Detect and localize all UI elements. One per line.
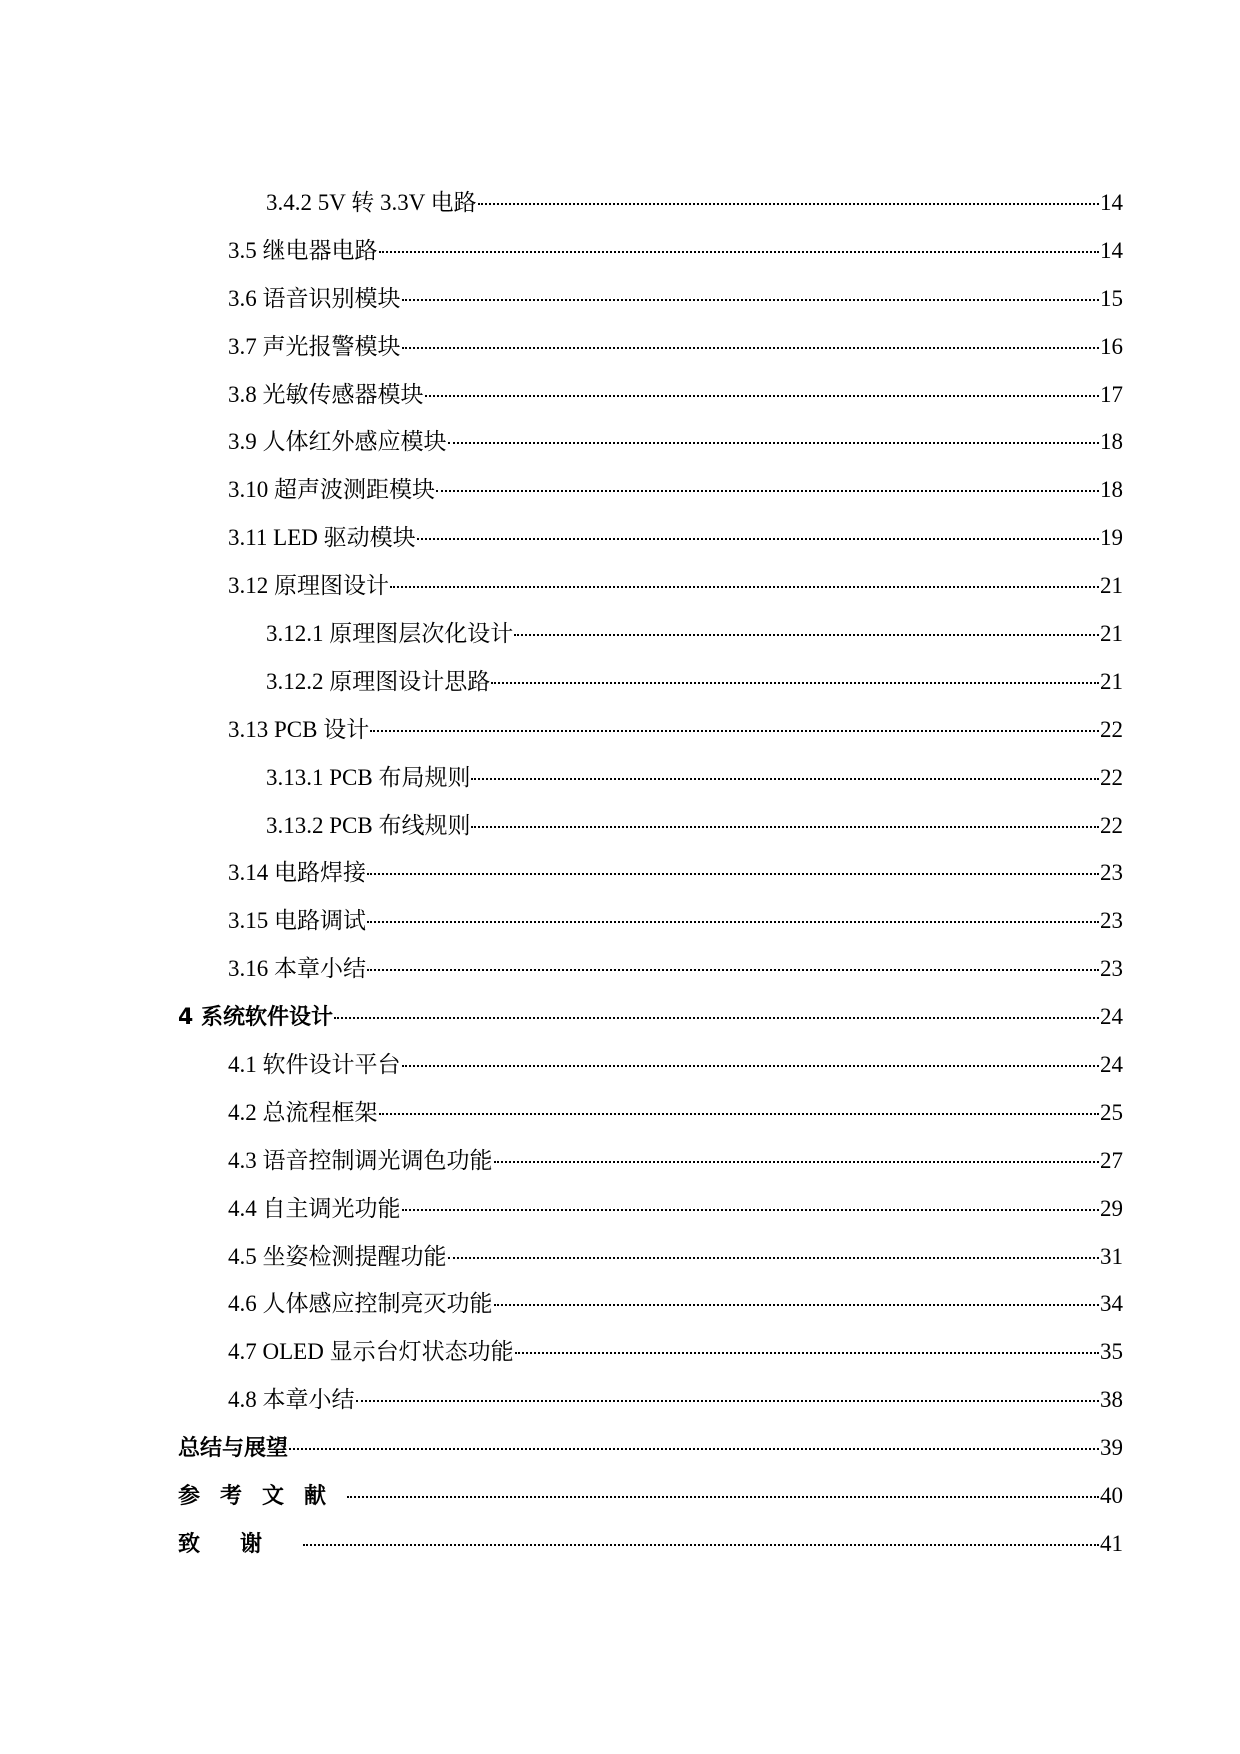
- toc-entry[interactable]: [0, 715, 1240, 763]
- toc-dot-leader: [471, 826, 1099, 828]
- toc-page-number: 16: [1100, 333, 1123, 359]
- toc-entry[interactable]: [0, 1098, 1240, 1146]
- toc-dot-leader: [356, 1400, 1100, 1402]
- toc-entry[interactable]: [0, 1146, 1240, 1194]
- toc-entry[interactable]: [0, 380, 1240, 428]
- toc-entry-title: 3.11 LED 驱动模块: [228, 525, 416, 551]
- toc-dot-leader: [367, 969, 1099, 971]
- toc-chapter-entry[interactable]: [0, 1481, 1240, 1529]
- toc-dot-leader: [289, 1448, 1099, 1450]
- toc-entry-title: 4 系统软件设计: [178, 1005, 333, 1031]
- toc-entry-title: 4.3 语音控制调光调色功能: [228, 1147, 493, 1173]
- toc-entry[interactable]: [0, 763, 1240, 811]
- toc-entry[interactable]: [0, 236, 1240, 284]
- toc-page-number: 27: [1100, 1147, 1123, 1173]
- toc-entry[interactable]: [0, 188, 1240, 236]
- toc-dot-leader: [402, 1209, 1100, 1211]
- toc-dot-leader: [370, 730, 1099, 732]
- toc-dot-leader: [367, 921, 1099, 923]
- toc-entry-title: 3.16 本章小结: [228, 956, 366, 982]
- toc-entry[interactable]: [0, 906, 1240, 954]
- toc-page-number: 18: [1100, 477, 1123, 503]
- toc-entry[interactable]: [0, 954, 1240, 1002]
- toc-page-number: 39: [1100, 1435, 1123, 1461]
- toc-dot-leader: [334, 1017, 1099, 1019]
- toc-page-number: 21: [1100, 573, 1123, 599]
- toc-page-number: 24: [1100, 1052, 1123, 1078]
- toc-entry-title: 4.5 坐姿检测提醒功能: [228, 1243, 447, 1269]
- toc-dot-leader: [402, 299, 1100, 301]
- toc-dot-leader: [425, 395, 1100, 397]
- toc-entry[interactable]: [0, 1242, 1240, 1290]
- toc-page-number: 21: [1100, 668, 1123, 694]
- toc-page-number: 15: [1100, 285, 1123, 311]
- toc-dot-leader: [494, 1161, 1100, 1163]
- toc-chapter-entry[interactable]: [0, 1002, 1240, 1050]
- toc-page-number: 23: [1100, 908, 1123, 934]
- toc-dot-leader: [402, 347, 1100, 349]
- toc-entry[interactable]: [0, 571, 1240, 619]
- toc-dot-leader: [448, 1257, 1100, 1259]
- toc-page-number: 17: [1100, 381, 1123, 407]
- toc-page-number: 14: [1100, 190, 1123, 215]
- toc-entry-title: 3.4.2 5V 转 3.3V 电路: [266, 190, 477, 215]
- toc-entry-title: 4.8 本章小结: [228, 1387, 355, 1413]
- toc-page-number: 14: [1100, 237, 1123, 263]
- toc-entry-title: 总结与展望: [178, 1436, 289, 1462]
- toc-entry-title: 3.8 光敏传感器模块: [228, 381, 424, 407]
- toc-entry-title: 3.7 声光报警模块: [228, 333, 401, 359]
- toc-dot-leader: [417, 538, 1099, 540]
- toc-page-number: 40: [1100, 1483, 1123, 1509]
- toc-entry-title: 3.15 电路调试: [228, 908, 366, 934]
- toc-page-number: 34: [1100, 1291, 1123, 1317]
- toc-entry-title: 3.13 PCB 设计: [228, 716, 370, 742]
- toc-entry-title: 3.6 语音识别模块: [228, 285, 401, 311]
- toc-entry[interactable]: [0, 811, 1240, 859]
- toc-dot-leader: [402, 1065, 1100, 1067]
- toc-entry-title: 3.14 电路焊接: [228, 860, 366, 886]
- toc-entry[interactable]: [0, 1289, 1240, 1337]
- toc-entry-title: 3.10 超声波测距模块: [228, 477, 435, 503]
- toc-entry-title: 4.2 总流程框架: [228, 1099, 378, 1125]
- toc-entry[interactable]: [0, 619, 1240, 667]
- toc-page-number: 38: [1100, 1387, 1123, 1413]
- toc-entry-title: 3.12.1 原理图层次化设计: [266, 621, 514, 647]
- toc-dot-leader: [491, 682, 1099, 684]
- toc-page-number: 22: [1100, 812, 1123, 838]
- toc-dot-leader: [471, 778, 1099, 780]
- toc-entry-title: 参考文献: [178, 1484, 347, 1510]
- toc-entry[interactable]: [0, 1050, 1240, 1098]
- toc-entry[interactable]: [0, 1385, 1240, 1433]
- toc-entry[interactable]: [0, 332, 1240, 380]
- toc-dot-leader: [436, 490, 1099, 492]
- toc-page-number: 29: [1100, 1195, 1123, 1221]
- table-of-contents: [0, 188, 1240, 1577]
- toc-page-number: 35: [1100, 1339, 1123, 1365]
- toc-entry-title: 3.5 继电器电路: [228, 237, 378, 263]
- toc-page-number: 18: [1100, 429, 1123, 455]
- toc-dot-leader: [390, 586, 1099, 588]
- toc-entry[interactable]: [0, 1337, 1240, 1385]
- toc-chapter-entry[interactable]: [0, 1433, 1240, 1481]
- toc-entry-title: 3.9 人体红外感应模块: [228, 429, 447, 455]
- toc-entry[interactable]: [0, 1194, 1240, 1242]
- toc-entry-title: 4.1 软件设计平台: [228, 1052, 401, 1078]
- toc-entry-title: 3.12.2 原理图设计思路: [266, 668, 491, 694]
- toc-dot-leader: [494, 1304, 1100, 1306]
- toc-dot-leader: [367, 873, 1099, 875]
- toc-entry-title: 4.4 自主调光功能: [228, 1195, 401, 1221]
- toc-entry[interactable]: [0, 284, 1240, 332]
- toc-entry-title: 3.13.2 PCB 布线规则: [266, 812, 471, 838]
- toc-page-number: 25: [1100, 1099, 1123, 1125]
- toc-page-number: 21: [1100, 621, 1123, 647]
- toc-entry[interactable]: [0, 523, 1240, 571]
- toc-entry[interactable]: [0, 475, 1240, 523]
- toc-dot-leader: [478, 203, 1099, 205]
- toc-page-number: 22: [1100, 764, 1123, 790]
- toc-dot-leader: [448, 442, 1100, 444]
- toc-page-number: 41: [1100, 1530, 1123, 1556]
- toc-dot-leader: [379, 251, 1100, 253]
- toc-entry-title: 3.12 原理图设计: [228, 573, 389, 599]
- toc-entry-title: 4.7 OLED 显示台灯状态功能: [228, 1339, 514, 1365]
- toc-entry[interactable]: [0, 858, 1240, 906]
- toc-entry-title: 致谢: [178, 1531, 303, 1557]
- toc-page-number: 31: [1100, 1243, 1123, 1269]
- toc-dot-leader: [515, 1352, 1099, 1354]
- toc-entry-title: 3.13.1 PCB 布局规则: [266, 764, 471, 790]
- toc-chapter-entry[interactable]: [0, 1529, 1240, 1577]
- toc-dot-leader: [379, 1113, 1100, 1115]
- toc-dot-leader: [514, 634, 1099, 636]
- toc-page-number: 23: [1100, 956, 1123, 982]
- toc-entry[interactable]: [0, 667, 1240, 715]
- toc-entry[interactable]: [0, 427, 1240, 475]
- toc-dot-leader: [347, 1496, 1099, 1498]
- toc-entry-title: 4.6 人体感应控制亮灭功能: [228, 1291, 493, 1317]
- toc-page-number: 24: [1100, 1004, 1123, 1030]
- toc-dot-leader: [303, 1544, 1099, 1546]
- toc-page-number: 19: [1100, 525, 1123, 551]
- toc-page-number: 23: [1100, 860, 1123, 886]
- toc-page-number: 22: [1100, 716, 1123, 742]
